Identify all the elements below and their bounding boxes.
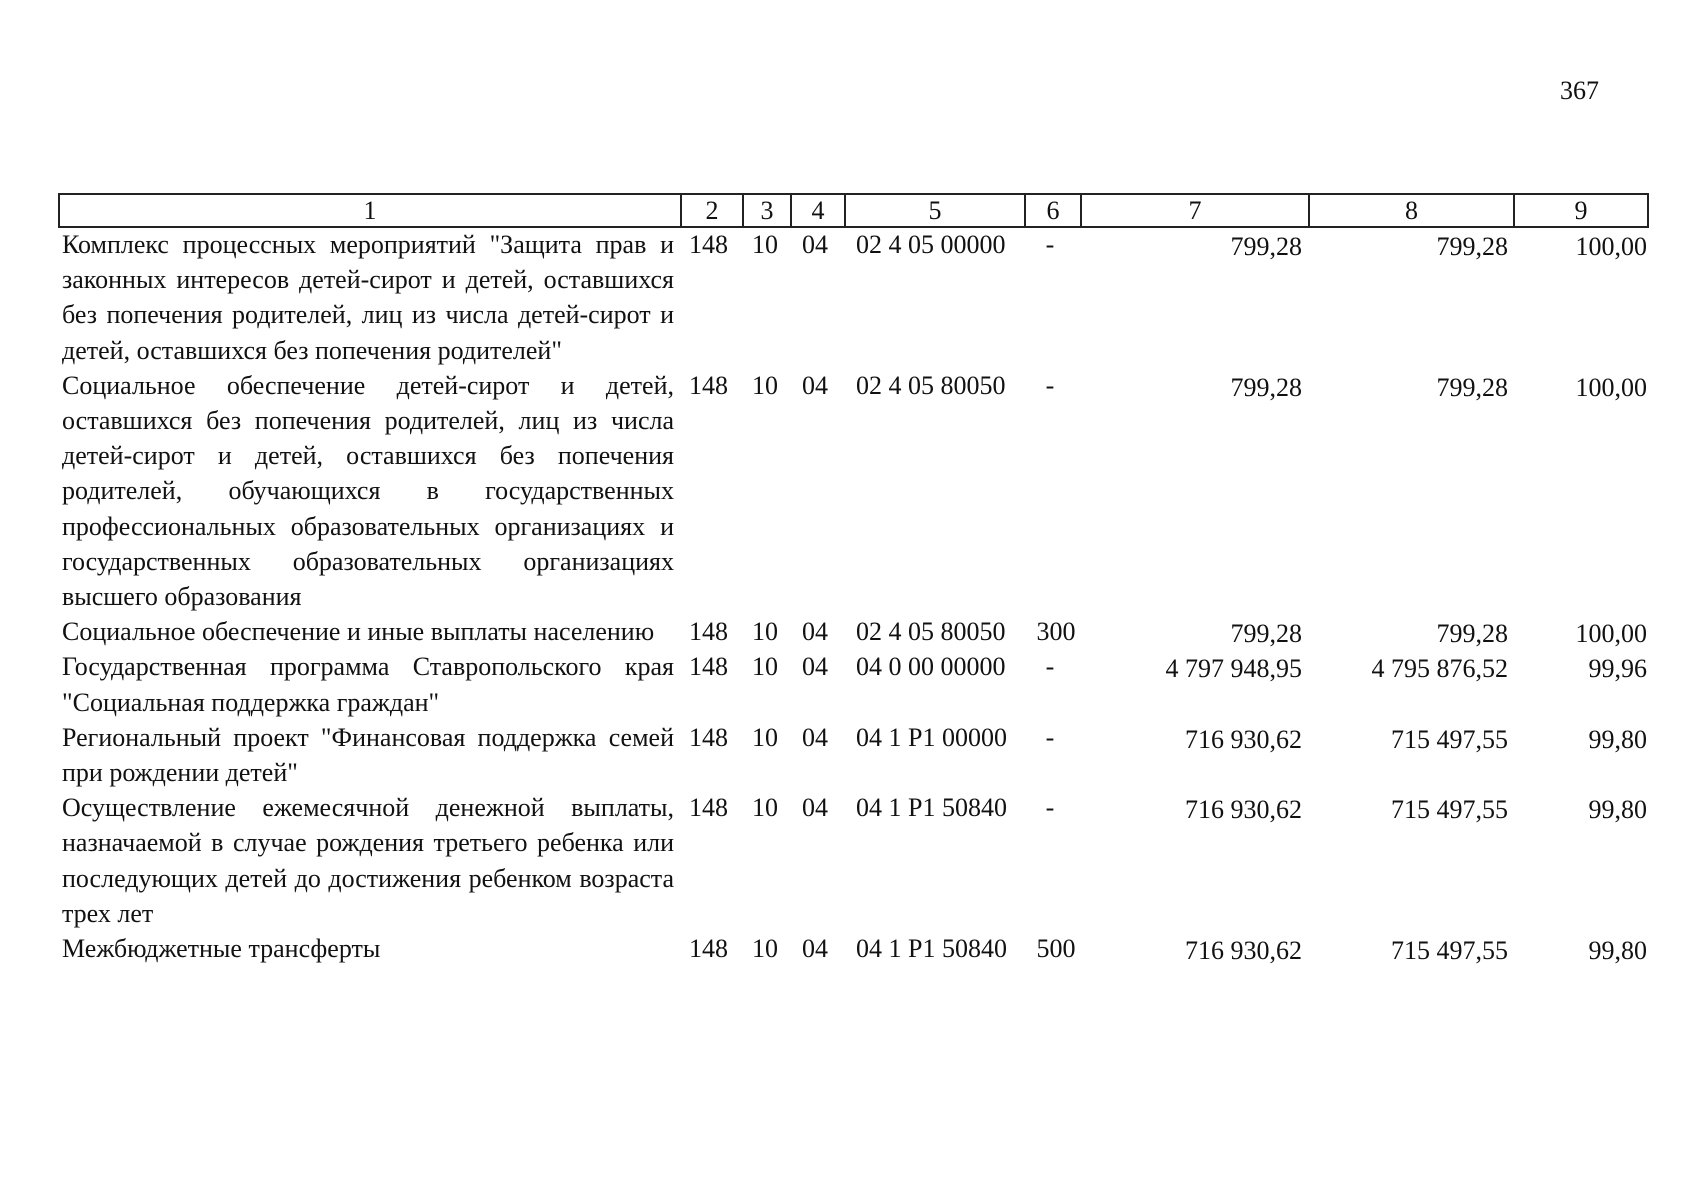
- header-col-1: 1: [60, 195, 682, 226]
- table-row: [58, 614, 1649, 649]
- row-c8: 799,28: [1436, 372, 1508, 402]
- row-c3: 10: [752, 370, 778, 400]
- row-c9: 100,00: [1575, 232, 1647, 261]
- row-c2: 148: [689, 652, 728, 682]
- table-row: [58, 649, 1649, 719]
- table-row: [58, 227, 1649, 368]
- row-c8: 799,28: [1436, 619, 1508, 649]
- row-c4: 04: [802, 370, 828, 400]
- row-c3: 10: [752, 652, 778, 682]
- row-c9: 99,80: [1588, 795, 1647, 825]
- table-row: [58, 368, 1649, 614]
- row-name: Межбюджетные трансферты: [62, 934, 381, 964]
- row-c8: 4 795 876,52: [1371, 654, 1508, 684]
- row-c3: 10: [752, 934, 778, 964]
- row-c5: 04 1 P1 50840: [856, 793, 1007, 823]
- row-c7: 799,28: [1230, 232, 1302, 261]
- row-name: Осуществление ежемесячной денежной выплаты, назначаемой в случае рождения третьего ребенка или последующих детей до достижения ребенком возраста трех лет: [62, 793, 674, 928]
- row-c7: 716 930,62: [1185, 724, 1302, 754]
- row-c3: 10: [752, 793, 778, 823]
- header-col-7: 7: [1082, 195, 1310, 226]
- header-col-5: 5: [846, 195, 1026, 226]
- row-c7: 716 930,62: [1185, 936, 1302, 966]
- row-c7: 799,28: [1230, 619, 1302, 649]
- row-c9: 100,00: [1575, 619, 1647, 649]
- row-c8: 715 497,55: [1391, 724, 1508, 754]
- table-row: [58, 790, 1649, 931]
- row-name: Комплекс процессных мероприятий "Защита прав и законных интересов детей-сирот и детей, оставшихся без попечения родителей, лиц из числа детей-сирот и детей, оставшихся без попечения родителей": [62, 230, 674, 365]
- row-c6: -: [1045, 652, 1055, 682]
- row-c2: 148: [689, 617, 728, 647]
- row-c4: 04: [802, 230, 828, 259]
- row-c7: 4 797 948,95: [1165, 654, 1302, 684]
- table-row: [58, 720, 1649, 790]
- row-c5: 02 4 05 80050: [856, 617, 1006, 647]
- row-c4: 04: [802, 652, 828, 682]
- row-c5: 04 0 00 00000: [856, 652, 1006, 682]
- row-c2: 148: [689, 722, 728, 752]
- header-col-3: 3: [744, 195, 792, 226]
- row-c3: 10: [752, 722, 778, 752]
- row-c3: 10: [752, 617, 778, 647]
- row-c3: 10: [752, 230, 778, 259]
- row-name: Региональный проект "Финансовая поддержка семей при рождении детей": [62, 722, 674, 788]
- table-row: [58, 931, 1649, 966]
- row-c6: 500: [1036, 934, 1076, 964]
- header-col-9: 9: [1574, 196, 1588, 225]
- row-name: Социальное обеспечение детей-сирот и детей, оставшихся без попечения родителей, лиц из числа детей-сирот и детей, оставшихся без попечения родителей, обучающихся в государственных профессиональных образовательных организациях и государственных образовательных организациях высшего образования: [62, 370, 674, 612]
- row-c2: 148: [689, 793, 728, 823]
- row-name: Государственная программа Ставропольского края "Социальная поддержка граждан": [62, 652, 674, 717]
- row-c4: 04: [802, 793, 828, 823]
- header-col-6: 6: [1026, 195, 1082, 226]
- row-c9: 99,80: [1588, 936, 1647, 966]
- row-c8: 715 497,55: [1391, 936, 1508, 966]
- row-c6: -: [1045, 793, 1055, 823]
- row-c5: 04 1 P1 50840: [856, 934, 1007, 964]
- row-c6: -: [1045, 722, 1055, 752]
- row-c4: 04: [802, 617, 828, 647]
- row-c7: 716 930,62: [1185, 795, 1302, 825]
- table-header-row: [58, 193, 1649, 228]
- row-c5: 02 4 05 00000: [856, 230, 1006, 259]
- row-c7: 799,28: [1230, 372, 1302, 402]
- table-body: [58, 227, 1649, 966]
- row-c2: 148: [689, 934, 728, 964]
- row-c2: 148: [689, 230, 728, 259]
- row-c2: 148: [689, 370, 728, 400]
- header-col-8: 8: [1310, 195, 1515, 226]
- row-c4: 04: [802, 934, 828, 964]
- row-c5: 04 1 P1 00000: [856, 722, 1007, 752]
- row-c6: -: [1045, 230, 1055, 259]
- row-c9: 100,00: [1575, 372, 1647, 402]
- header-col-2: 2: [682, 195, 744, 226]
- row-c6: -: [1045, 370, 1055, 400]
- row-c8: 799,28: [1436, 232, 1508, 261]
- row-c5: 02 4 05 80050: [856, 370, 1006, 400]
- row-c9: 99,80: [1588, 724, 1647, 754]
- row-c8: 715 497,55: [1391, 795, 1508, 825]
- row-c9: 99,96: [1588, 654, 1647, 684]
- row-c6: 300: [1036, 617, 1076, 647]
- page-number: 367: [1560, 76, 1599, 105]
- header-col-4: 4: [792, 195, 846, 226]
- row-c4: 04: [802, 722, 828, 752]
- row-name: Социальное обеспечение и иные выплаты населению: [62, 617, 655, 647]
